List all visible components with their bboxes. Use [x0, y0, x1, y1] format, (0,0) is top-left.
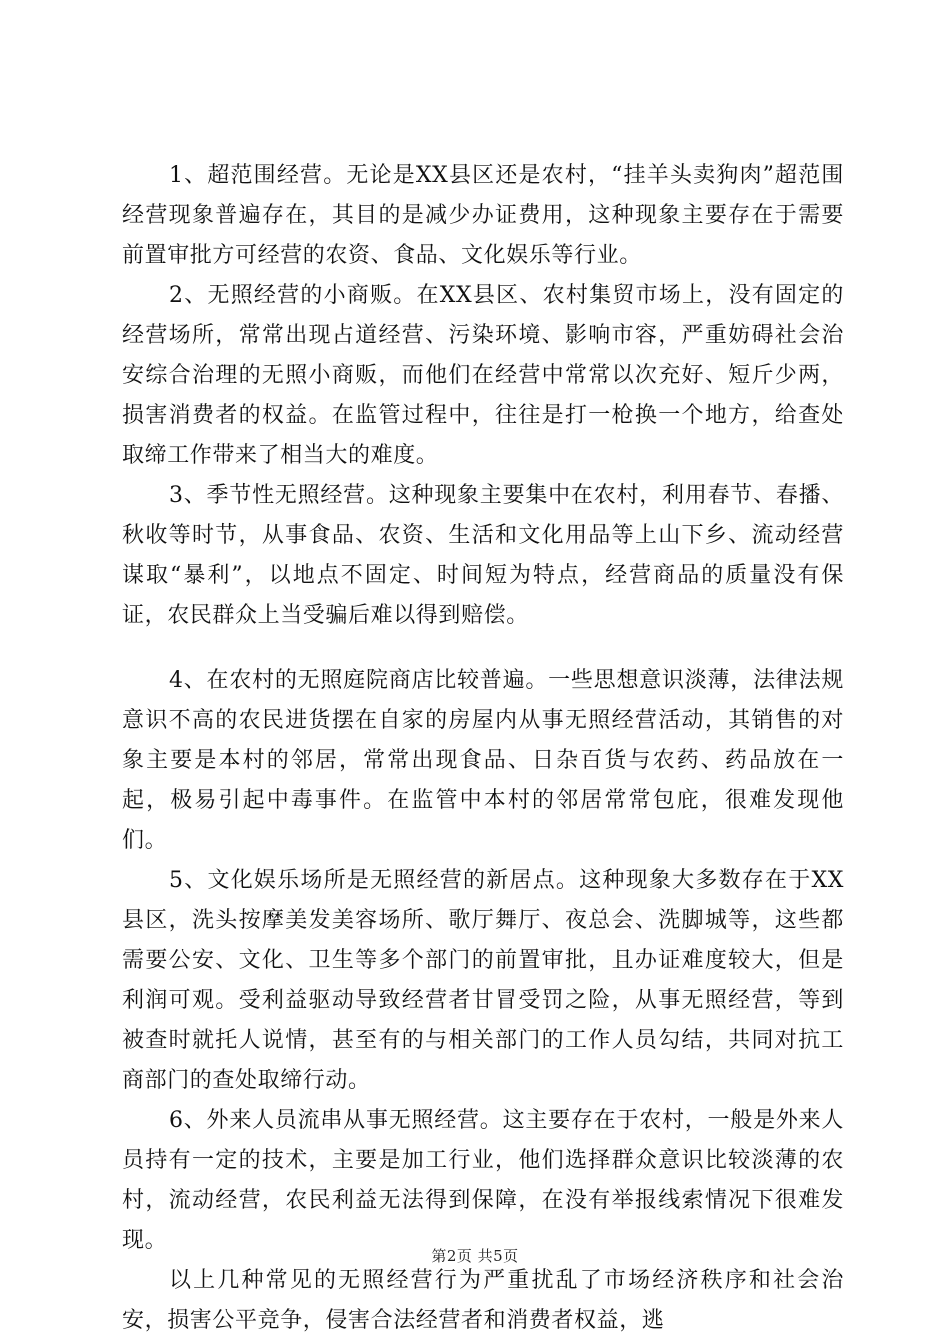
paragraph-3: 3、季节性无照经营。这种现象主要集中在农村，利用春节、春播、秋收等时节，从事食品、农资、生活和文化用品等上山下乡、流动经营谋取“暴利”，以地点不固定、时间短为特点，经营商品的质量没有保证，农民群众上当受骗后难以得到赔偿。: [122, 483, 844, 628]
page-number-footer: 第2页 共5页: [431, 1247, 519, 1265]
paragraph-4: 4、在农村的无照庭院商店比较普遍。一些思想意识淡薄，法律法规意识不高的农民进货摆在自家的房屋内从事无照经营活动，其销售的对象主要是本村的邻居，常常出现食品、日杂百货与农药、药品放在一起，极易引起中毒事件。在监管中本村的邻居常常包庇，很难发现他们。: [122, 668, 844, 853]
paragraph-7: 以上几种常见的无照经营行为严重扰乱了市场经济秩序和社会治安，损害公平竞争，侵害合法经营者和消费者权益，逃: [122, 1268, 844, 1333]
document-body: [122, 156, 844, 1341]
paragraph-6: 6、外来人员流串从事无照经营。这主要存在于农村，一般是外来人员持有一定的技术，主要是加工行业，他们选择群众意识比较淡薄的农村，流动经营，农民利益无法得到保障，在没有举报线索情况下很难发现。: [122, 1108, 844, 1253]
paragraph-5: 5、文化娱乐场所是无照经营的新居点。这种现象大多数存在于XX县区，洗头按摩美发美容场所、歌厅舞厅、夜总会、洗脚城等，这些都需要公安、文化、卫生等多个部门的前置审批，且办证难度较大，但是利润可观。受利益驱动导致经营者甘冒受罚之险，从事无照经营，等到被查时就托人说情，甚至有的与相关部门的工作人员勾结，共同对抗工商部门的查处取缔行动。: [122, 868, 844, 1093]
paragraph-2: 2、无照经营的小商贩。在XX县区、农村集贸市场上，没有固定的经营场所，常常出现占道经营、污染环境、影响市容，严重妨碍社会治安综合治理的无照小商贩，而他们在经营中常常以次充好、短斤少两，损害消费者的权益。在监管过程中，往往是打一枪换一个地方，给查处取缔工作带来了相当大的难度。: [122, 283, 844, 468]
paragraph-1: 1、超范围经营。无论是XX县区还是农村，“挂羊头卖狗肉”超范围经营现象普遍存在，其目的是减少办证费用，这种现象主要存在于需要前置审批方可经营的农资、食品、文化娱乐等行业。: [122, 163, 844, 268]
